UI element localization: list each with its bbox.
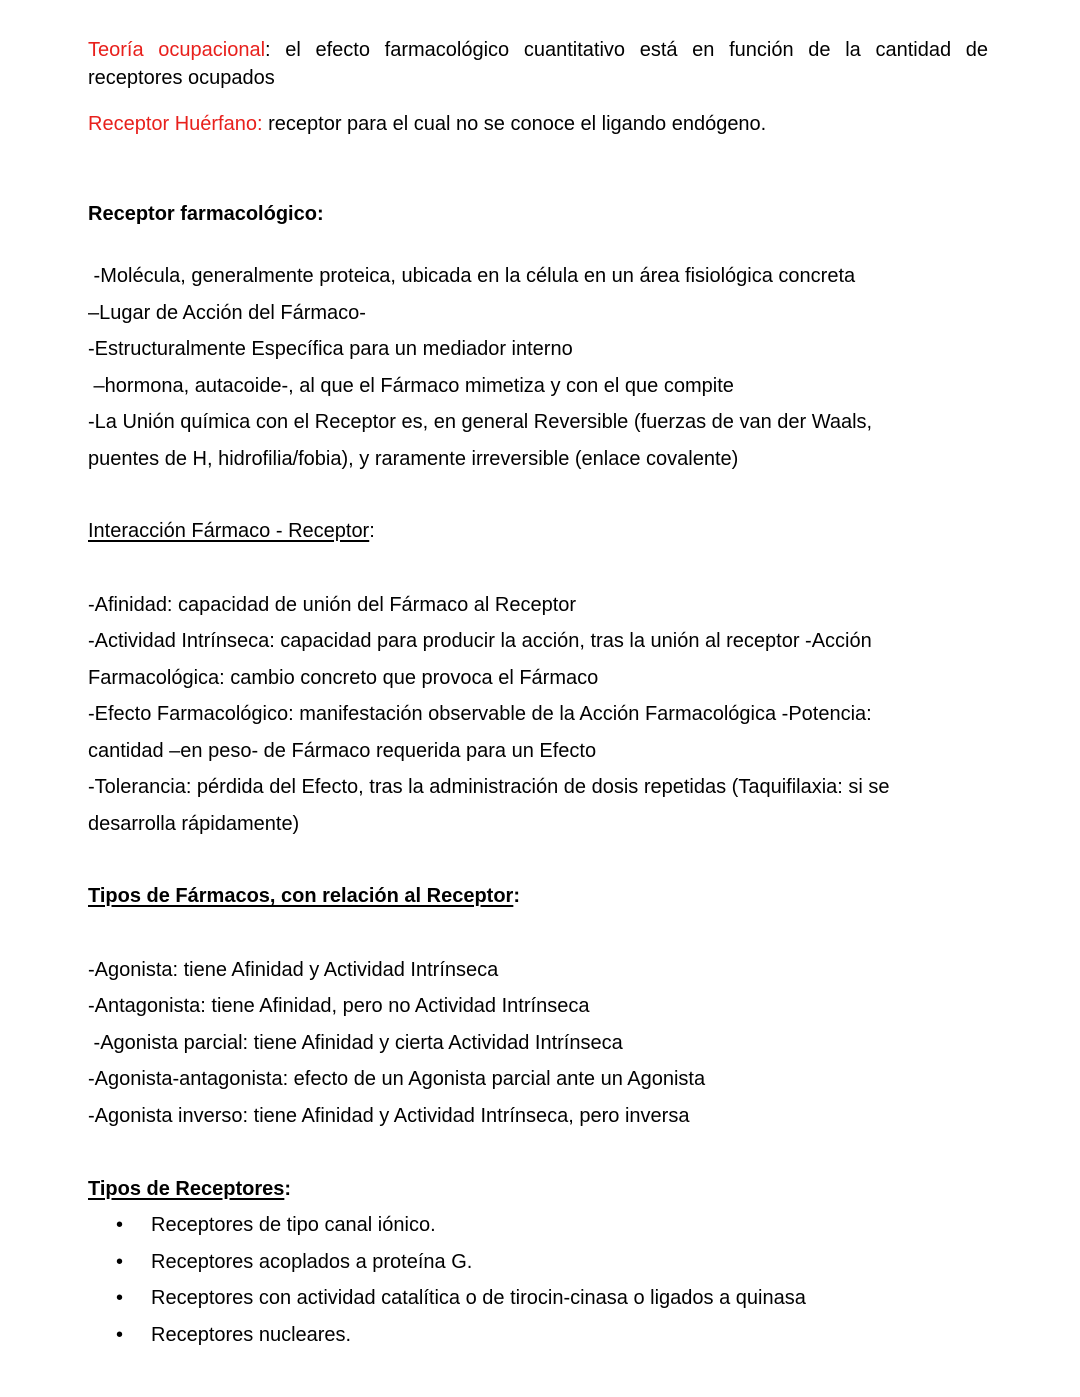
bullet-icon: • (116, 1287, 124, 1309)
list-item (88, 1286, 806, 1323)
list-item-text: Receptores con actividad catalítica o de tirocin-cinasa o ligados a quinasa (151, 1287, 806, 1309)
interaccion-line-1: -Afinidad: capacidad de unión del Fármaco al Receptor (88, 594, 577, 616)
teoria-ocupacional-text: : el efecto farmacológico cuantitativo está en función de la cantidad de (265, 39, 988, 61)
interaccion-line-6: -Tolerancia: pérdida del Efecto, tras la administración de dosis repetidas (Taquifilaxia: si se (88, 776, 890, 798)
tipos-receptores-list (88, 1213, 806, 1359)
interaccion-line-5: cantidad –en peso- de Fármaco requerida para un Efecto (88, 740, 597, 762)
bullet-icon: • (116, 1214, 124, 1236)
teoria-ocupacional-text-continued: receptores ocupados (88, 67, 275, 89)
tipos-farmacos-heading-text: Tipos de Fármacos, con relación al Receptor (88, 885, 514, 907)
interaccion-line-7: desarrolla rápidamente) (88, 813, 300, 835)
list-item (88, 1213, 806, 1250)
interaccion-heading-text: Interacción Fármaco - Receptor (88, 520, 370, 542)
list-item (88, 1323, 806, 1360)
receptor-line-6: puentes de H, hidrofilia/fobia), y raramente irreversible (enlace covalente) (88, 448, 739, 470)
receptor-huerfano-definition (88, 112, 766, 136)
receptor-huerfano-term: Receptor Huérfano: (88, 113, 263, 135)
bullet-icon: • (116, 1250, 124, 1273)
tipos-farmacos-line-2: -Antagonista: tiene Afinidad, pero no Actividad Intrínseca (88, 995, 590, 1017)
tipos-farmacos-heading (88, 884, 520, 908)
tipos-farmacos-line-5: -Agonista inverso: tiene Afinidad y Actividad Intrínseca, pero inversa (88, 1105, 690, 1127)
list-item-text: Receptores nucleares. (151, 1323, 352, 1346)
receptor-line-3: -Estructuralmente Específica para un mediador interno (88, 338, 573, 360)
tipos-receptores-heading-text: Tipos de Receptores (88, 1178, 285, 1200)
interaccion-heading-colon: : (369, 520, 375, 542)
list-item-text: Receptores acoplados a proteína G. (151, 1250, 473, 1273)
tipos-farmacos-line-4: -Agonista-antagonista: efecto de un Agonista parcial ante un Agonista (88, 1068, 706, 1090)
receptor-huerfano-text: receptor para el cual no se conoce el ligando endógeno. (262, 113, 767, 135)
interaccion-line-2: -Actividad Intrínseca: capacidad para producir la acción, tras la unión al receptor -Acción (88, 630, 872, 652)
tipos-receptores-heading (88, 1177, 291, 1201)
list-item (88, 1250, 806, 1287)
tipos-receptores-heading-colon: : (284, 1178, 292, 1200)
tipos-farmacos-line-3: -Agonista parcial: tiene Afinidad y cierta Actividad Intrínseca (88, 1032, 623, 1054)
teoria-ocupacional-term: Teoría ocupacional (88, 39, 266, 61)
interaccion-line-3: Farmacológica: cambio concreto que provoca el Fármaco (88, 667, 599, 689)
receptor-line-2: –Lugar de Acción del Fármaco- (88, 302, 366, 324)
receptor-line-1: -Molécula, generalmente proteica, ubicada en la célula en un área fisiológica concreta (88, 265, 856, 287)
receptor-line-4: –hormona, autacoide-, al que el Fármaco mimetiza y con el que compite (88, 375, 734, 397)
receptor-line-5: -La Unión química con el Receptor es, en general Reversible (fuerzas de van der Waals, (88, 411, 873, 433)
tipos-farmacos-heading-colon: : (513, 885, 520, 907)
interaccion-line-4: -Efecto Farmacológico: manifestación observable de la Acción Farmacológica -Potencia: (88, 703, 872, 725)
interaccion-heading (88, 519, 375, 543)
list-item-text: Receptores de tipo canal iónico. (151, 1214, 436, 1236)
teoria-ocupacional-definition (88, 38, 988, 62)
bullet-icon: • (116, 1323, 124, 1346)
receptor-farmacologico-heading: Receptor farmacológico: (88, 203, 324, 225)
tipos-farmacos-line-1: -Agonista: tiene Afinidad y Actividad Intrínseca (88, 959, 499, 981)
